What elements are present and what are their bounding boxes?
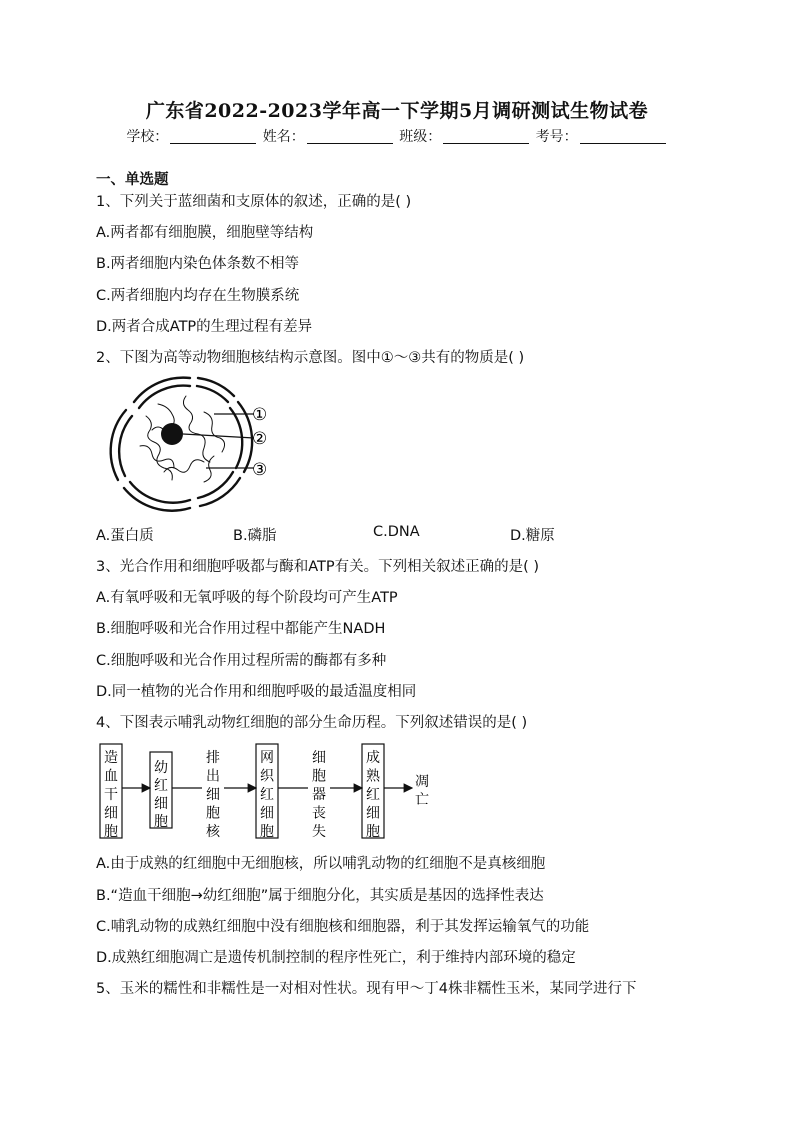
exam-number-blank[interactable] xyxy=(580,129,666,144)
label-1: ① xyxy=(252,405,268,425)
flow-char: 排 xyxy=(206,750,220,766)
student-info-row xyxy=(0,126,794,146)
q2-option-a: A.蛋白质 xyxy=(96,528,154,544)
flow-char: 凋 xyxy=(415,774,429,790)
q4-option-c: C.哺乳动物的成熟红细胞中没有细胞核和细胞器，利于其发挥运输氧气的功能 xyxy=(96,919,590,935)
flow-char: 细 xyxy=(366,805,380,822)
box-young-red-cell-label xyxy=(154,760,168,830)
q1-option-c: C.两者细胞内均存在生物膜系统 xyxy=(96,288,300,304)
name-label: 姓名： xyxy=(262,129,305,145)
q4-option-d: D.成熟红细胞凋亡是遗传机制控制的程序性死亡，利于维持内部环境的稳定 xyxy=(96,950,576,966)
flow-char: 胞 xyxy=(366,824,380,840)
q1-option-a: A.两者都有细胞膜，细胞壁等结构 xyxy=(96,225,314,241)
flow-char: 器 xyxy=(312,787,326,803)
flow-char: 细 xyxy=(154,796,168,812)
q4-option-a: A.由于成熟的红细胞中无细胞核，所以哺乳动物的红细胞不是真核细胞 xyxy=(96,856,546,872)
q2-option-b: B.磷脂 xyxy=(233,528,277,544)
school-label: 学校： xyxy=(126,129,169,145)
flow-char: 网 xyxy=(260,750,274,766)
class-label: 班级： xyxy=(399,129,442,145)
flow-char: 熟 xyxy=(366,768,380,785)
q5-stem: 5、玉米的糯性和非糯性是一对相对性状。现有甲～丁4株非糯性玉米，某同学进行下 xyxy=(96,981,637,997)
flow-char: 细 xyxy=(312,750,326,766)
q3-option-a: A.有氧呼吸和无氧呼吸的每个阶段均可产生ATP xyxy=(96,590,398,606)
flow-char: 幼 xyxy=(154,760,168,776)
flow-char: 胞 xyxy=(312,768,326,785)
school-blank[interactable] xyxy=(170,129,256,144)
q1-option-b: B.两者细胞内染色体条数不相等 xyxy=(96,256,300,272)
arrow-label-lose-organelles xyxy=(312,750,326,840)
q3-stem: 3、光合作用和细胞呼吸都与酶和ATP有关。下列相关叙述正确的是( ) xyxy=(96,559,540,575)
flow-char: 丧 xyxy=(312,805,326,822)
flow-char: 干 xyxy=(104,787,118,803)
q2-stem: 2、下图为高等动物细胞核结构示意图。图中①～③共有的物质是( ) xyxy=(96,350,525,366)
flow-char: 红 xyxy=(366,787,380,803)
flow-char: 出 xyxy=(206,768,220,785)
flow-char: 胞 xyxy=(104,824,118,840)
flow-char: 亡 xyxy=(415,792,429,808)
label-3: ③ xyxy=(252,460,268,480)
flow-char: 胞 xyxy=(260,824,274,840)
exam-title: 广东省2022-2023学年高一下学期5月调研测试生物试卷 xyxy=(145,100,649,122)
flow-char: 成 xyxy=(366,750,380,766)
q4-option-b: B.“造血干细胞→幼红细胞”属于细胞分化，其实质是基因的选择性表达 xyxy=(96,888,544,904)
flow-char: 造 xyxy=(104,750,118,766)
q2-option-c: C.DNA xyxy=(373,524,420,540)
q1-stem: 1、下列关于蓝细菌和支原体的叙述，正确的是( ) xyxy=(96,194,412,210)
q4-stem: 4、下图表示哺乳动物红细胞的部分生命历程。下列叙述错误的是( ) xyxy=(96,715,528,731)
box-stem-cell-label xyxy=(104,749,118,840)
label-2: ② xyxy=(252,429,268,449)
nucleus-diagram xyxy=(94,372,284,518)
exam-number-label: 考号： xyxy=(535,129,578,145)
flow-char: 细 xyxy=(206,787,220,803)
flow-char: 血 xyxy=(104,768,118,785)
box-reticulocyte-label xyxy=(260,750,275,840)
name-blank[interactable] xyxy=(307,129,393,144)
section-heading: 一、单选题 xyxy=(96,172,169,188)
flow-char: 细 xyxy=(104,805,118,822)
flow-char: 织 xyxy=(260,768,274,785)
box-mature-red-cell-label xyxy=(366,749,381,840)
flow-char: 失 xyxy=(312,824,326,840)
end-label-apoptosis xyxy=(415,774,429,808)
arrow-label-remove-nucleus xyxy=(206,749,221,840)
flow-char: 胞 xyxy=(206,805,220,822)
class-blank[interactable] xyxy=(443,129,529,144)
flow-char: 红 xyxy=(260,787,274,803)
q3-option-c: C.细胞呼吸和光合作用过程所需的酶都有多种 xyxy=(96,653,387,669)
q3-option-d: D.同一植物的光合作用和细胞呼吸的最适温度相同 xyxy=(96,684,417,700)
flow-char: 细 xyxy=(260,805,274,822)
q1-option-d: D.两者合成ATP的生理过程有差异 xyxy=(96,319,313,335)
flow-char: 核 xyxy=(206,824,220,840)
flow-char: 胞 xyxy=(154,814,168,830)
q3-option-b: B.细胞呼吸和光合作用过程中都能产生NADH xyxy=(96,621,386,637)
flow-char: 红 xyxy=(154,778,168,794)
red-blood-cell-flow-diagram xyxy=(94,740,444,840)
q2-option-d: D.糖原 xyxy=(510,528,555,544)
